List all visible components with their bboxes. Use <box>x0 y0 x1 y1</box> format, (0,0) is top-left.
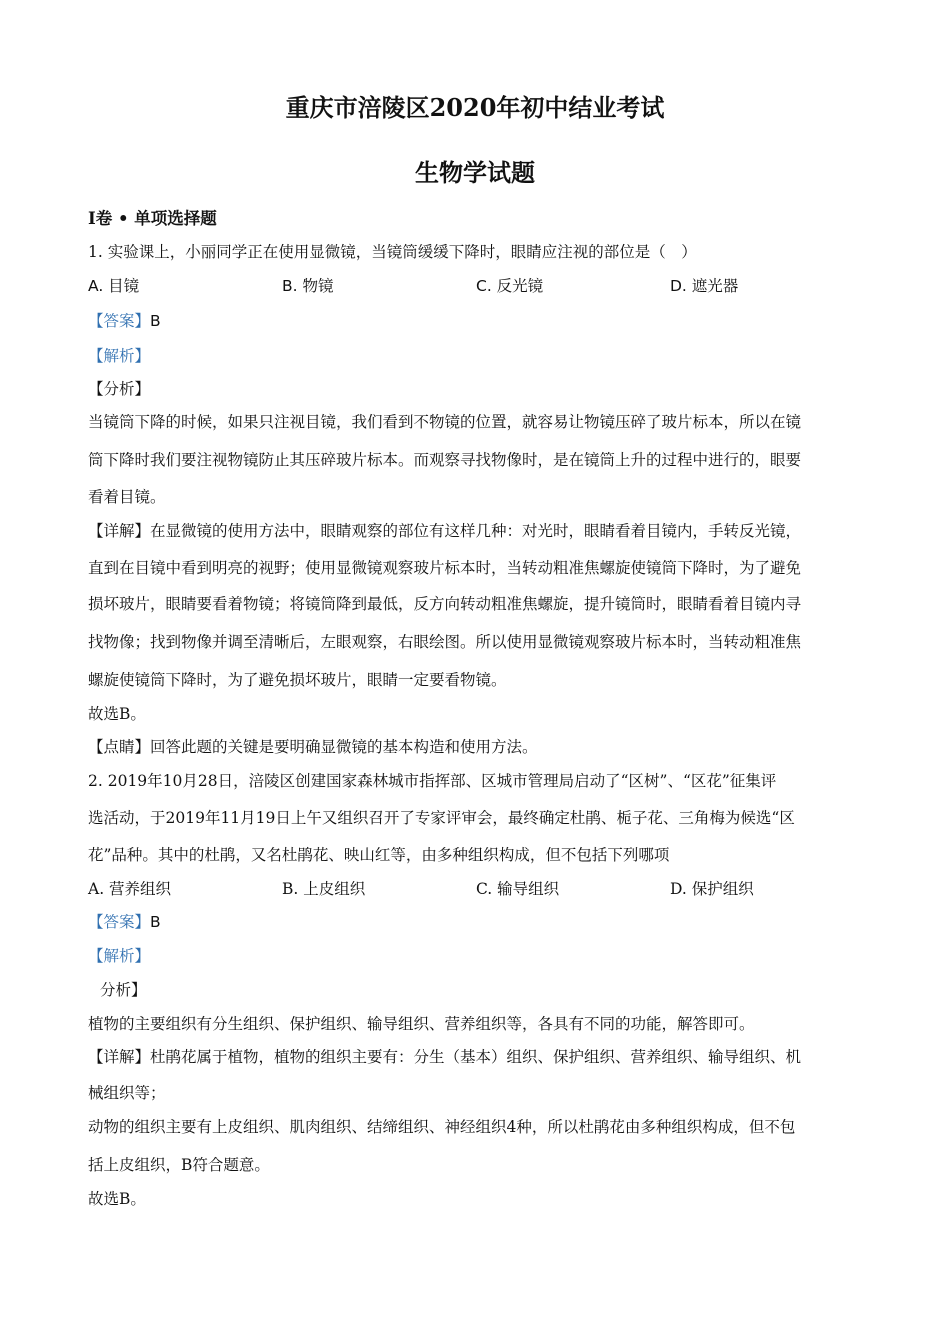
q2-detail-row <box>88 1045 863 1067</box>
q1-answer-tag: 【答案】 <box>88 312 151 330</box>
q2-detail-line: 括上皮组织，B符合题意。 <box>88 1156 270 1174</box>
q2-fenxi-tag: 分析】 <box>100 981 147 999</box>
q1-dianjing: 回答此题的关键是要明确显微镜的基本构造和使用方法。 <box>150 738 538 756</box>
q2-detail-line: 动物的组织主要有上皮组织、肌肉组织、结缔组织、神经组织4种，所以杜鹃花由多种组织构成，但不包 <box>88 1118 796 1136</box>
q2-answer: B <box>150 913 161 931</box>
q1-detail-line: 损坏玻片，眼睛要看着物镜；将镜筒降到最低，反方向转动粗准焦螺旋，提升镜筒时，眼睛看着目镜内寻 <box>88 595 802 613</box>
q2-stem-line: 花”品种。其中的杜鹃，又名杜鹃花、映山红等，由多种组织构成，但不包括下列哪项 <box>88 846 670 864</box>
q2-option-a: A. 营养组织 <box>88 880 172 898</box>
q2-detail-line: 械组织等； <box>88 1084 166 1102</box>
q1-fenxi-line: 当镜筒下降的时候，如果只注视目镜，我们看到不物镜的位置，就容易让物镜压碎了玻片标本，所以在镜 <box>88 413 802 431</box>
q1-detail-line: 在显微镜的使用方法中，眼睛观察的部位有这样几种：对光时，眼睛看着目镜内，手转反光镜， <box>150 522 802 540</box>
q2-option-d: D. 保护组织 <box>670 880 754 898</box>
q1-detail-tag: 【详解】 <box>88 522 151 540</box>
q2-stem-line: 2. 2019年10月28日，涪陵区创建国家森林城市指挥部、区城市管理局启动了“区树”、“区花”征集评 <box>88 772 777 790</box>
q1-answer-row <box>88 309 863 331</box>
section-title: Ⅰ卷 • 单项选择题 <box>88 209 217 228</box>
q2-analysis-tag: 【解析】 <box>88 947 151 965</box>
q1-dianjing-row <box>88 735 863 757</box>
q1-fenxi-tag: 【分析】 <box>88 380 151 398</box>
q2-detail-tag: 【详解】 <box>88 1048 151 1066</box>
q1-option-a: A. 目镜 <box>88 277 140 295</box>
q1-stem: 1. 实验课上，小丽同学正在使用显微镜，当镜筒缓缓下降时，眼睛应注视的部位是（ ） <box>88 243 697 261</box>
q1-dianjing-tag: 【点睛】 <box>88 738 151 756</box>
q1-fenxi-line: 筒下降时我们要注视物镜防止其压碎玻片标本。而观察寻找物像时，是在镜筒上升的过程中进行的，眼要 <box>88 451 802 469</box>
q1-option-b: B. 物镜 <box>282 277 334 295</box>
q1-fenxi-line: 看着目镜。 <box>88 488 166 506</box>
q2-answer-row <box>88 910 863 932</box>
page-subtitle: 生物学试题 <box>415 158 535 187</box>
q1-detail-line: 直到在目镜中看到明亮的视野；使用显微镜观察玻片标本时，当转动粗准焦螺旋使镜筒下降时，为了避免 <box>88 559 802 577</box>
q2-stem-line: 选活动，于2019年11月19日上午又组织召开了专家评审会，最终确定杜鹃、栀子花、三角梅为候选“区 <box>88 809 795 827</box>
q1-detail-line: 找物像；找到物像并调至清晰后，左眼观察，右眼绘图。所以使用显微镜观察玻片标本时，当转动粗准焦 <box>88 633 802 651</box>
q2-answer-tag: 【答案】 <box>88 913 151 931</box>
q1-option-c: C. 反光镜 <box>476 277 544 295</box>
q2-option-b: B. 上皮组织 <box>282 880 366 898</box>
q1-answer: B <box>150 312 161 330</box>
q2-detail-line: 杜鹃花属于植物，植物的组织主要有：分生（基本）组织、保护组织、营养组织、输导组织、机 <box>150 1048 802 1066</box>
q1-detail-line: 螺旋使镜筒下降时，为了避免损坏玻片，眼睛一定要看物镜。 <box>88 671 507 689</box>
q2-fenxi: 植物的主要组织有分生组织、保护组织、输导组织、营养组织等，各具有不同的功能，解答即可。 <box>88 1015 755 1033</box>
q2-conclusion: 故选B。 <box>88 1190 146 1208</box>
q1-detail-row <box>88 519 863 541</box>
q2-option-c: C. 输导组织 <box>476 880 560 898</box>
page-title: 重庆市涪陵区2020年初中结业考试 <box>285 93 665 122</box>
q1-conclusion: 故选B。 <box>88 705 146 723</box>
q1-option-d: D. 遮光器 <box>670 277 739 295</box>
q1-analysis-tag: 【解析】 <box>88 347 151 365</box>
